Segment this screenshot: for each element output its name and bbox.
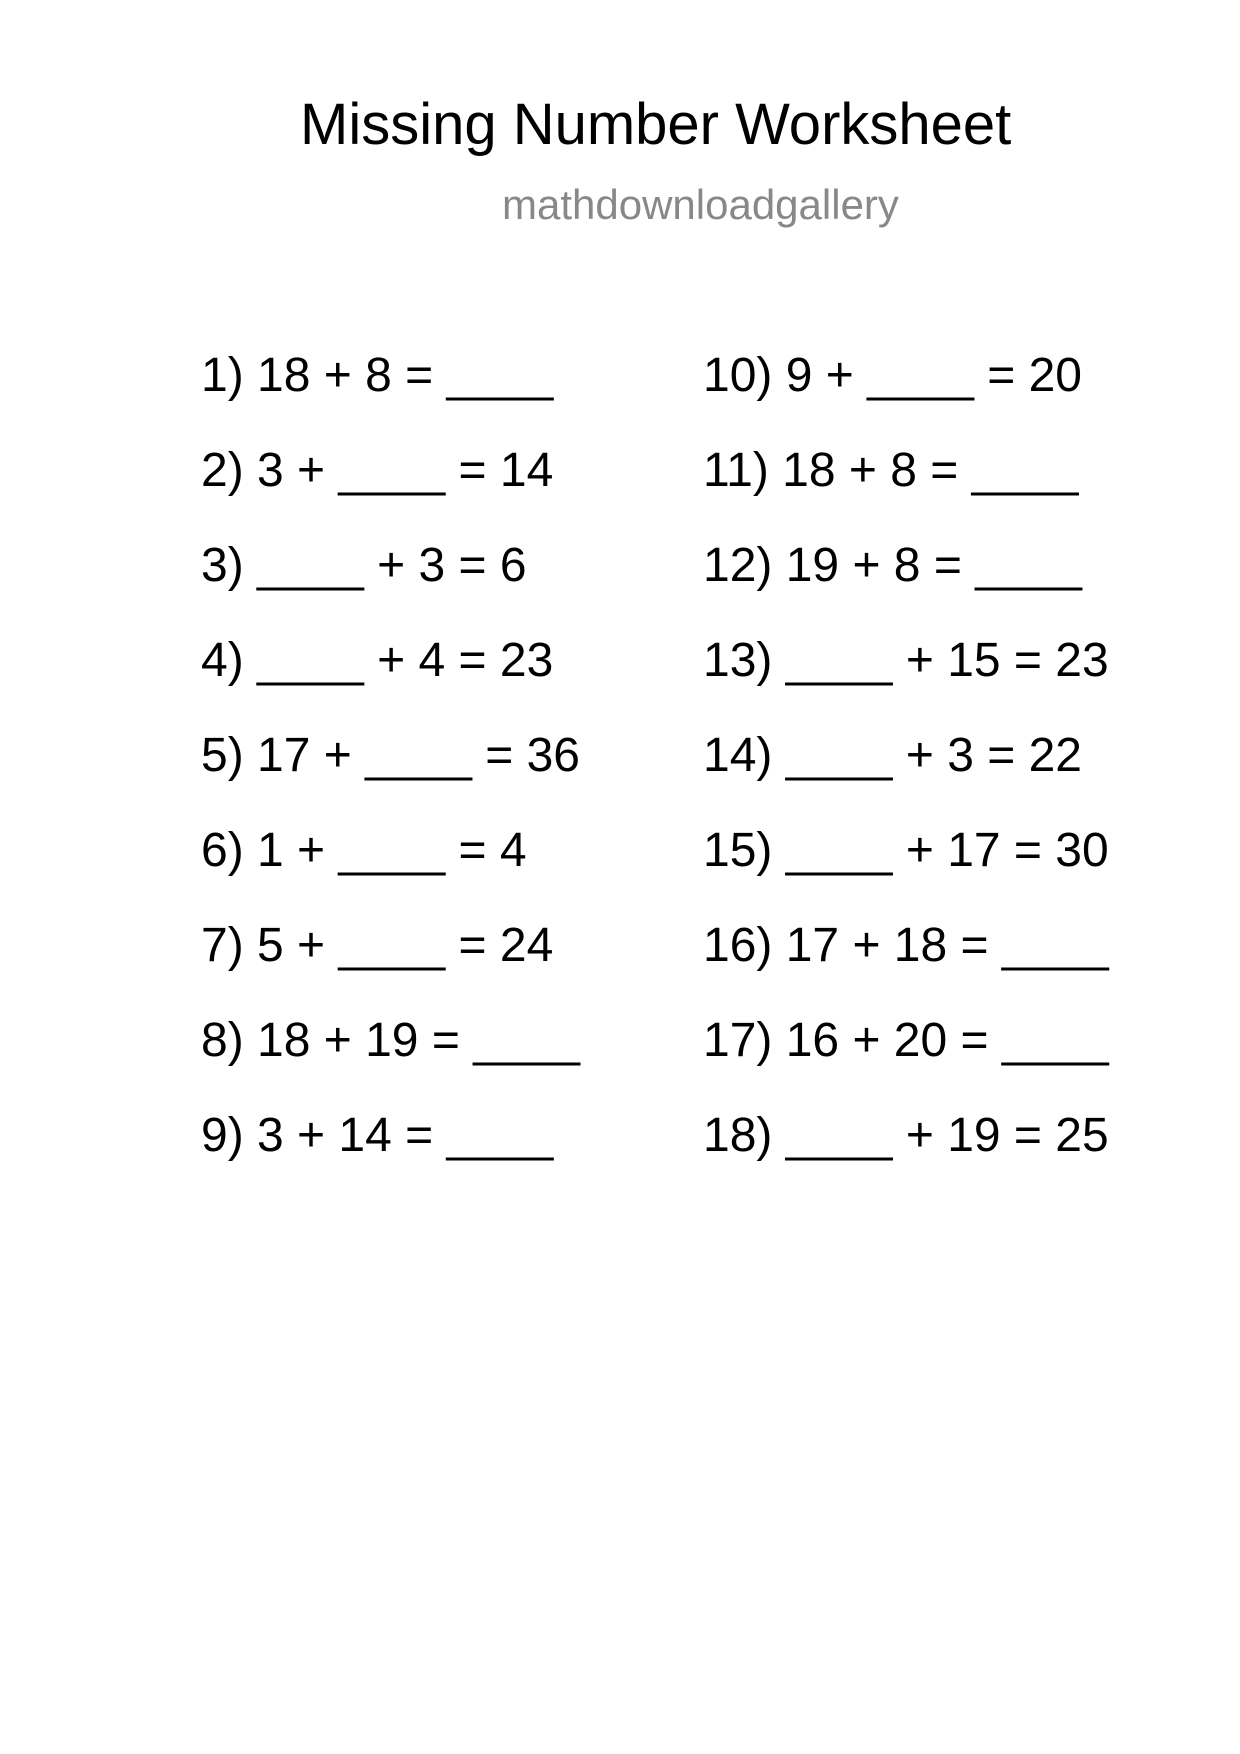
problem-8: 8) 18 + 19 = ____	[201, 1014, 580, 1067]
problem-5: 5) 17 + ____ = 36	[201, 729, 580, 782]
problem-12: 12) 19 + 8 = ____	[703, 539, 1082, 592]
problem-18: 18) ____ + 19 = 25	[703, 1109, 1109, 1162]
problem-16: 16) 17 + 18 = ____	[703, 919, 1109, 972]
problem-13: 13) ____ + 15 = 23	[703, 634, 1109, 687]
problem-11: 11) 18 + 8 = ____	[703, 444, 1079, 497]
problem-15: 15) ____ + 17 = 30	[703, 824, 1109, 877]
problem-10: 10) 9 + ____ = 20	[703, 349, 1082, 402]
problem-17: 17) 16 + 20 = ____	[703, 1014, 1109, 1067]
problem-4: 4) ____ + 4 = 23	[201, 634, 554, 687]
problem-3: 3) ____ + 3 = 6	[201, 539, 527, 592]
problem-6: 6) 1 + ____ = 4	[201, 824, 527, 877]
problem-column-right	[703, 349, 1109, 1207]
page-subtitle: mathdownloadgallery	[502, 181, 899, 228]
page-title: Missing Number Worksheet	[300, 92, 1012, 157]
problem-9: 9) 3 + 14 = ____	[201, 1109, 554, 1162]
problem-14: 14) ____ + 3 = 22	[703, 729, 1082, 782]
problem-2: 2) 3 + ____ = 14	[201, 444, 554, 497]
problem-7: 7) 5 + ____ = 24	[201, 919, 554, 972]
problem-1: 1) 18 + 8 = ____	[201, 349, 554, 402]
problem-column-left	[201, 349, 580, 1207]
